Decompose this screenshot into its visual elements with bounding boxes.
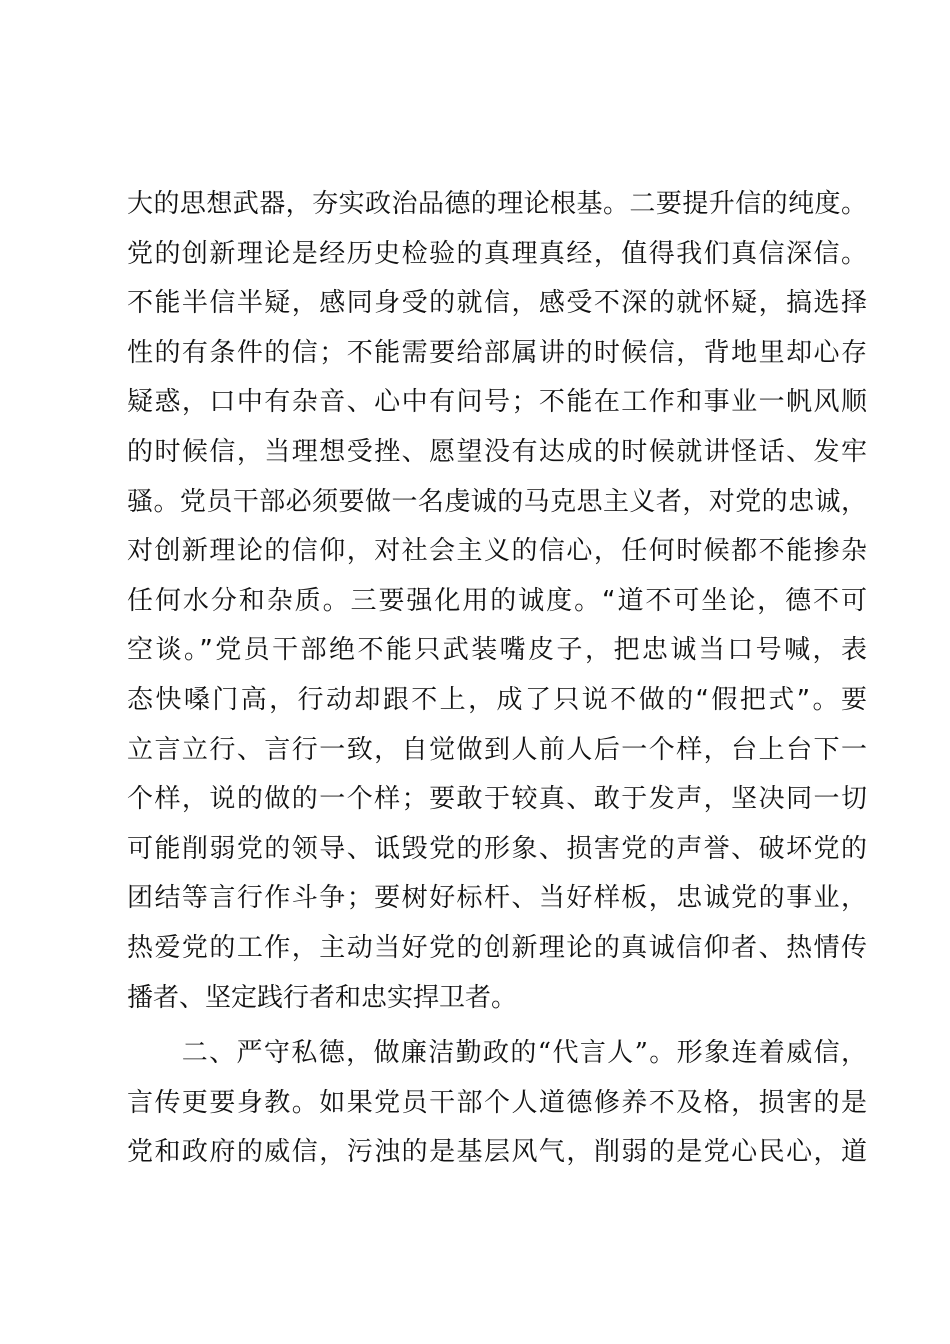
text-line: 对创新理论的信仰，对社会主义的信心，任何时候都不能掺杂 (127, 536, 867, 567)
text-line: 立言立行、言行一致，自觉做到人前人后一个样，台上台下一 (127, 734, 867, 765)
text-line: 空谈。”党员干部绝不能只武装嘴皮子，把忠诚当口号喊，表 (127, 635, 867, 666)
text-line: 播者、坚定践行者和忠实捍卫者。 (127, 982, 518, 1013)
body-text (127, 180, 867, 1178)
text-line: 可能削弱党的领导、诋毁党的形象、损害党的声誉、破坏党的 (127, 833, 867, 864)
text-line: 性的有条件的信；不能需要给部属讲的时候信，背地里却心存 (127, 337, 867, 368)
text-line: 党的创新理论是经历史检验的真理真经，值得我们真信深信。 (127, 238, 867, 269)
text-line: 任何水分和杂质。三要强化用的诚度。“道不可坐论，德不可 (127, 585, 867, 616)
text-line: 个样，说的做的一个样；要敢于较真、敢于发声，坚决同一切 (127, 784, 867, 815)
text-line: 热爱党的工作，主动当好党的创新理论的真诚信仰者、热情传 (127, 932, 867, 963)
text-line: 疑惑，口中有杂音、心中有问号；不能在工作和事业一帆风顺 (127, 387, 867, 418)
text-line: 党和政府的威信，污浊的是基层风气，削弱的是党心民心，道 (127, 1137, 867, 1168)
text-line: 骚。党员干部必须要做一名虔诚的马克思主义者，对党的忠诚， (127, 486, 867, 517)
text-line: 的时候信，当理想受挫、愿望没有达成的时候就讲怪话、发牢 (127, 436, 867, 467)
text-line: 大的思想武器，夯实政治品德的理论根基。二要提升信的纯度。 (127, 189, 867, 219)
text-line: 团结等言行作斗争；要树好标杆、当好样板，忠诚党的事业， (127, 883, 867, 914)
section-heading-line: 二、严守私德，做廉洁勤政的“代言人”。形象连着威信， (127, 1038, 867, 1069)
text-line: 言传更要身教。如果党员干部个人道德修养不及格，损害的是 (127, 1087, 867, 1118)
text-line: 不能半信半疑，感同身受的就信，感受不深的就怀疑，搞选择 (127, 288, 867, 319)
text-line: 态快嗓门高，行动却跟不上，成了只说不做的“假把式”。要 (127, 684, 867, 715)
